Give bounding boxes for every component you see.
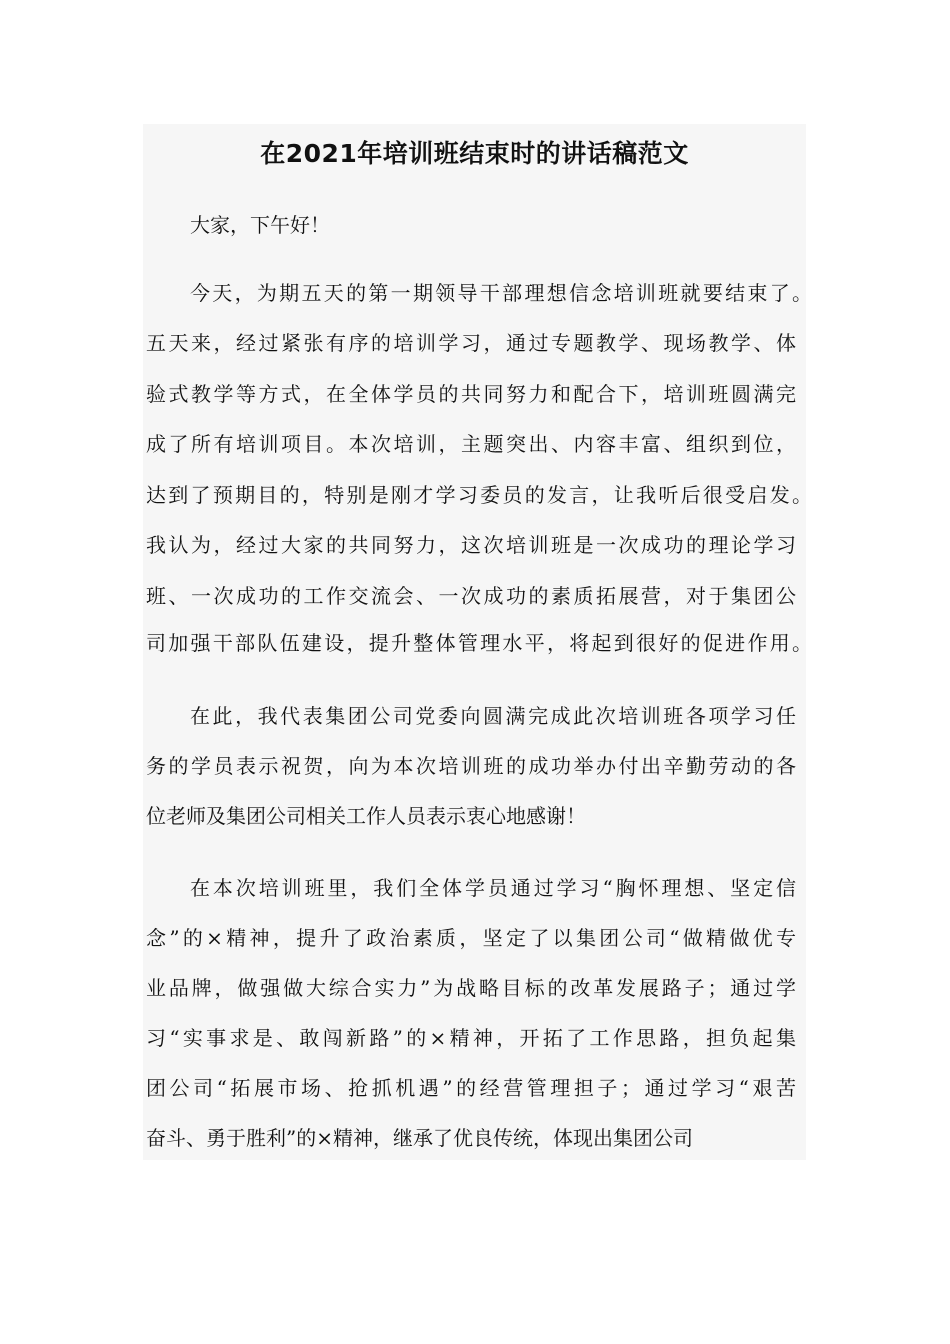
paragraph-line: 团公司“拓展市场、抢抓机遇”的经营管理担子；通过学习“艰苦 [146, 1076, 796, 1100]
paragraph-line: 在本次培训班里，我们全体学员通过学习“胸怀理想、坚定信 [190, 876, 796, 900]
paragraph-line: 成了所有培训项目。本次培训，主题突出、内容丰富、组织到位， [146, 432, 796, 456]
paragraph-line: 司加强干部队伍建设，提升整体管理水平，将起到很好的促进作用。 [146, 631, 812, 655]
paragraph-line: 今天，为期五天的第一期领导干部理想信念培训班就要结束了。 [190, 281, 812, 305]
paragraph-line: 念”的×精神，提升了政治素质，坚定了以集团公司“做精做优专 [146, 926, 796, 950]
paragraph-line: 奋斗、勇于胜利”的×精神，继承了优良传统，体现出集团公司 [146, 1126, 693, 1150]
paragraph-line: 验式教学等方式，在全体学员的共同努力和配合下，培训班圆满完 [146, 382, 796, 406]
paragraph-line: 达到了预期目的，特别是刚才学习委员的发言，让我听后很受启发。 [146, 483, 812, 507]
paragraph-line: 位老师及集团公司相关工作人员表示衷心地感谢！ [146, 804, 586, 828]
paragraph-line: 务的学员表示祝贺，向为本次培训班的成功举办付出辛勤劳动的各 [146, 754, 796, 778]
paragraph-line: 我认为，经过大家的共同努力，这次培训班是一次成功的理论学习 [146, 533, 796, 557]
paragraph-line: 习“实事求是、敢闯新路”的×精神，开拓了工作思路，担负起集 [146, 1026, 796, 1050]
paragraph-line: 在此，我代表集团公司党委向圆满完成此次培训班各项学习任 [190, 704, 796, 728]
paragraph-line: 五天来，经过紧张有序的培训学习，通过专题教学、现场教学、体 [146, 331, 796, 355]
document-title: 在2021年培训班结束时的讲话稿范文 [260, 139, 689, 168]
paragraph-line: 班、一次成功的工作交流会、一次成功的素质拓展营，对于集团公 [146, 584, 796, 608]
paragraph-line: 业品牌，做强做大综合实力”为战略目标的改革发展路子；通过学 [146, 976, 796, 1000]
greeting: 大家，下午好！ [190, 213, 330, 237]
